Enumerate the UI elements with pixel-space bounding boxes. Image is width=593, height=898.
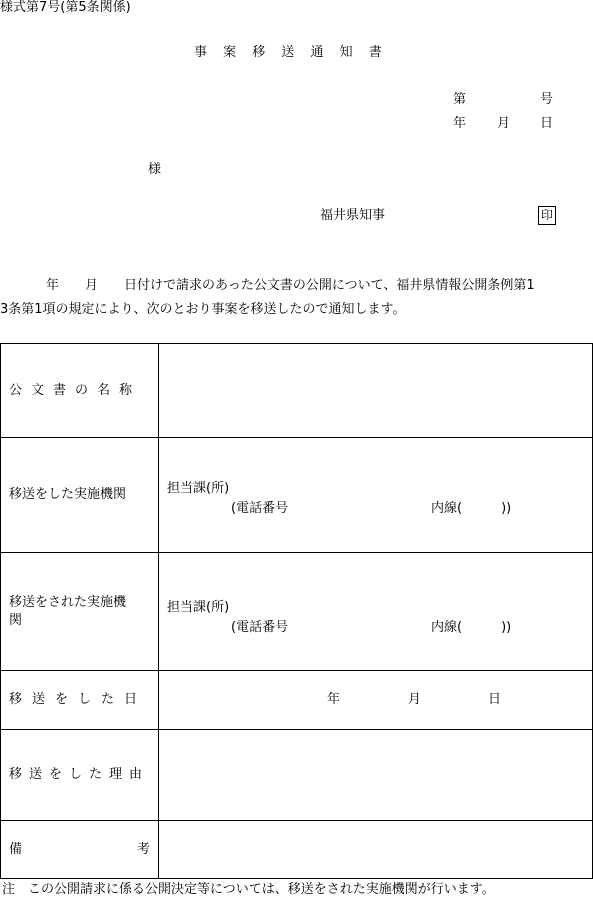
doc-number-go: 号 <box>540 92 554 107</box>
label-text-right: 考 <box>136 841 150 857</box>
contact-person-label: 担当課(所) <box>167 481 230 496</box>
label-text-line1: 移送をされた実施機 <box>9 594 127 610</box>
value-remarks <box>159 821 593 879</box>
table-row <box>1 438 593 553</box>
phone-label: (電話番号 <box>231 501 289 516</box>
label-remarks <box>1 821 159 879</box>
date-month: 月 <box>497 116 511 131</box>
label-transfer-reason <box>1 730 159 821</box>
label-text-line2: 関 <box>9 612 23 628</box>
extension-label: 内線( )) <box>431 620 512 635</box>
label-text: 移送をした実施機関 <box>9 487 127 503</box>
document-title: 事 案 移 送 通 知 書 <box>194 45 388 60</box>
footnote: 注 この公開請求に係る公開決定等については、移送をされた実施機関が行います。 <box>2 882 495 897</box>
value-document-name <box>159 344 593 438</box>
table-row <box>1 671 593 730</box>
transfer-form-table <box>0 343 593 879</box>
table-row <box>1 344 593 438</box>
date-year: 年 <box>453 116 467 131</box>
addressee-suffix: 様 <box>148 162 162 177</box>
table-row <box>1 821 593 879</box>
value-receiving-agency <box>159 553 593 671</box>
label-transferring-agency <box>1 438 159 553</box>
value-transferring-agency <box>159 438 593 553</box>
body-line-2: 3条第1項の規定により、次のとおり事案を移送したので通知します。 <box>0 302 406 317</box>
transfer-date-year: 年 <box>327 692 341 707</box>
value-transfer-reason <box>159 730 593 821</box>
label-text: 移送をした理由 <box>9 767 150 783</box>
label-text-left: 備 <box>9 841 23 857</box>
extension-label: 内線( )) <box>431 501 512 516</box>
remarks-label-spread <box>9 841 154 859</box>
form-number: 様式第7号(第5条関係) <box>0 0 131 15</box>
contact-person-label: 担当課(所) <box>167 600 230 615</box>
value-transfer-date <box>159 671 593 730</box>
table-row <box>1 730 593 821</box>
table-row <box>1 553 593 671</box>
label-text: 移送をした日 <box>9 692 148 708</box>
body-line-1: 年 月 日付けで請求のあった公文書の公開について、福井県情報公開条例第1 <box>46 278 535 293</box>
label-receiving-agency <box>1 553 159 671</box>
transfer-date-month: 月 <box>408 692 422 707</box>
label-document-name <box>1 344 159 438</box>
sender-name: 福井県知事 <box>320 208 386 223</box>
seal-stamp: 印 <box>538 206 556 225</box>
label-text: 公文書の名称 <box>9 382 142 398</box>
phone-label: (電話番号 <box>231 620 289 635</box>
date-day: 日 <box>540 116 554 131</box>
transfer-date-day: 日 <box>488 692 502 707</box>
label-transfer-date <box>1 671 159 730</box>
doc-number-dai: 第 <box>453 92 467 107</box>
